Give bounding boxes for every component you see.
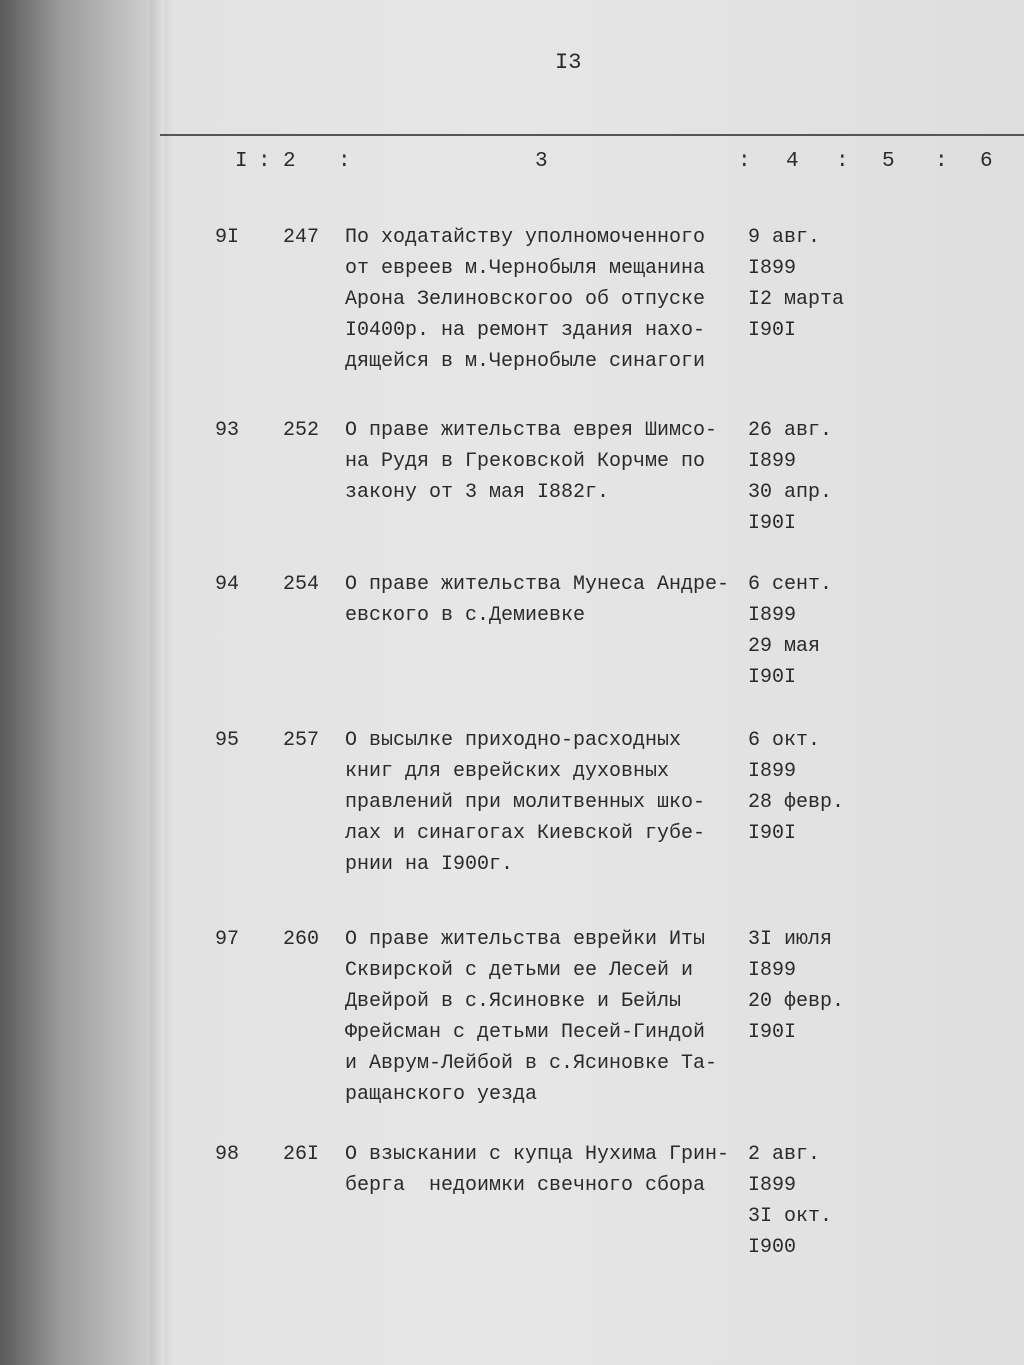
date-line: 3I окт. (748, 1205, 833, 1228)
description-line: По ходатайству уполномоченного (345, 226, 706, 249)
description-line: на Рудя в Грековской Корчме по (345, 450, 706, 473)
date-line: I90I (748, 512, 797, 535)
date-line: 6 окт. (748, 729, 821, 752)
column-header-5: 5 (882, 150, 897, 173)
date-line: I899 (748, 760, 797, 783)
description-line: книг для еврейских духовных (345, 760, 670, 783)
column-separator: : (738, 150, 753, 173)
column-header-6: 6 (980, 150, 995, 173)
date-line: 6 сент. (748, 573, 833, 596)
entry-number: 93 (215, 419, 240, 442)
description-line: евского в с.Демиевке (345, 604, 586, 627)
description-line: О праве жительства еврейки Иты (345, 928, 706, 951)
description-line: и Аврум-Лейбой в с.Ясиновке Та- (345, 1052, 718, 1075)
description-line: Сквирской с детьми ее Лесей и (345, 959, 694, 982)
entry-description (345, 1139, 729, 1201)
file-number: 254 (283, 573, 320, 596)
entry-number: 95 (215, 729, 240, 752)
date-line: I90I (748, 319, 797, 342)
date-line: I90I (748, 1021, 797, 1044)
date-line: I899 (748, 450, 797, 473)
column-separator: : (836, 150, 851, 173)
description-line: от евреев м.Чернобыля мещанина (345, 257, 706, 280)
description-line: дящейся в м.Чернобыле синагоги (345, 350, 706, 373)
column-header-2: 2 (283, 150, 298, 173)
date-line: 29 мая (748, 635, 821, 658)
page-fold (150, 0, 164, 1365)
entry-description (345, 222, 705, 377)
column-header-3: 3 (535, 150, 550, 173)
entry-description (345, 725, 705, 880)
file-number: 252 (283, 419, 320, 442)
entry-description (345, 569, 729, 631)
description-line: закону от 3 мая I882г. (345, 481, 610, 504)
entry-dates (748, 924, 844, 1048)
column-separator: : (338, 150, 353, 173)
description-line: Двейрой в с.Ясиновке и Бейлы (345, 990, 682, 1013)
date-line: I899 (748, 959, 797, 982)
date-line: I899 (748, 257, 797, 280)
entry-number: 97 (215, 928, 240, 951)
description-line: берга недоимки свечного сбора (345, 1174, 706, 1197)
description-line: рнии на I900г. (345, 853, 514, 876)
header-rule (160, 134, 1024, 136)
entry-dates (748, 222, 844, 346)
description-line: I0400р. на ремонт здания нахо- (345, 319, 706, 342)
description-line: лах и синагогах Киевской губе- (345, 822, 706, 845)
file-number: 260 (283, 928, 320, 951)
entry-dates (748, 725, 844, 849)
file-number: 257 (283, 729, 320, 752)
date-line: I90I (748, 666, 797, 689)
entry-number: 94 (215, 573, 240, 596)
date-line: I90I (748, 822, 797, 845)
column-header-4: 4 (786, 150, 801, 173)
date-line: 20 февр. (748, 990, 845, 1013)
description-line: О высылке приходно-расходных (345, 729, 682, 752)
file-number: 26I (283, 1143, 320, 1166)
entry-dates (748, 1139, 832, 1263)
entry-dates (748, 569, 832, 693)
date-line: 2 авг. (748, 1143, 821, 1166)
description-line: правлений при молитвенных шко- (345, 791, 706, 814)
entry-dates (748, 415, 832, 539)
date-line: I2 марта (748, 288, 845, 311)
column-header-1: I (235, 150, 250, 173)
date-line: 30 апр. (748, 481, 833, 504)
description-line: О взыскании с купца Нухима Грин- (345, 1143, 730, 1166)
entry-number: 9I (215, 226, 240, 249)
entry-description (345, 924, 717, 1110)
entry-description (345, 415, 717, 508)
date-line: 3I июля (748, 928, 833, 951)
description-line: О праве жительства Мунеса Андре- (345, 573, 730, 596)
file-number: 247 (283, 226, 320, 249)
column-separator: : (935, 150, 950, 173)
date-line: I899 (748, 604, 797, 627)
description-line: Фрейсман с детьми Песей-Гиндой (345, 1021, 706, 1044)
description-line: О праве жительства еврея Шимсо- (345, 419, 718, 442)
description-line: ращанского уезда (345, 1083, 538, 1106)
date-line: 26 авг. (748, 419, 833, 442)
page-number: I3 (555, 50, 582, 75)
date-line: I900 (748, 1236, 797, 1259)
date-line: 28 февр. (748, 791, 845, 814)
date-line: I899 (748, 1174, 797, 1197)
column-separator: : (258, 150, 273, 173)
entry-number: 98 (215, 1143, 240, 1166)
date-line: 9 авг. (748, 226, 821, 249)
description-line: Арона Зелиновскогоо об отпуске (345, 288, 706, 311)
